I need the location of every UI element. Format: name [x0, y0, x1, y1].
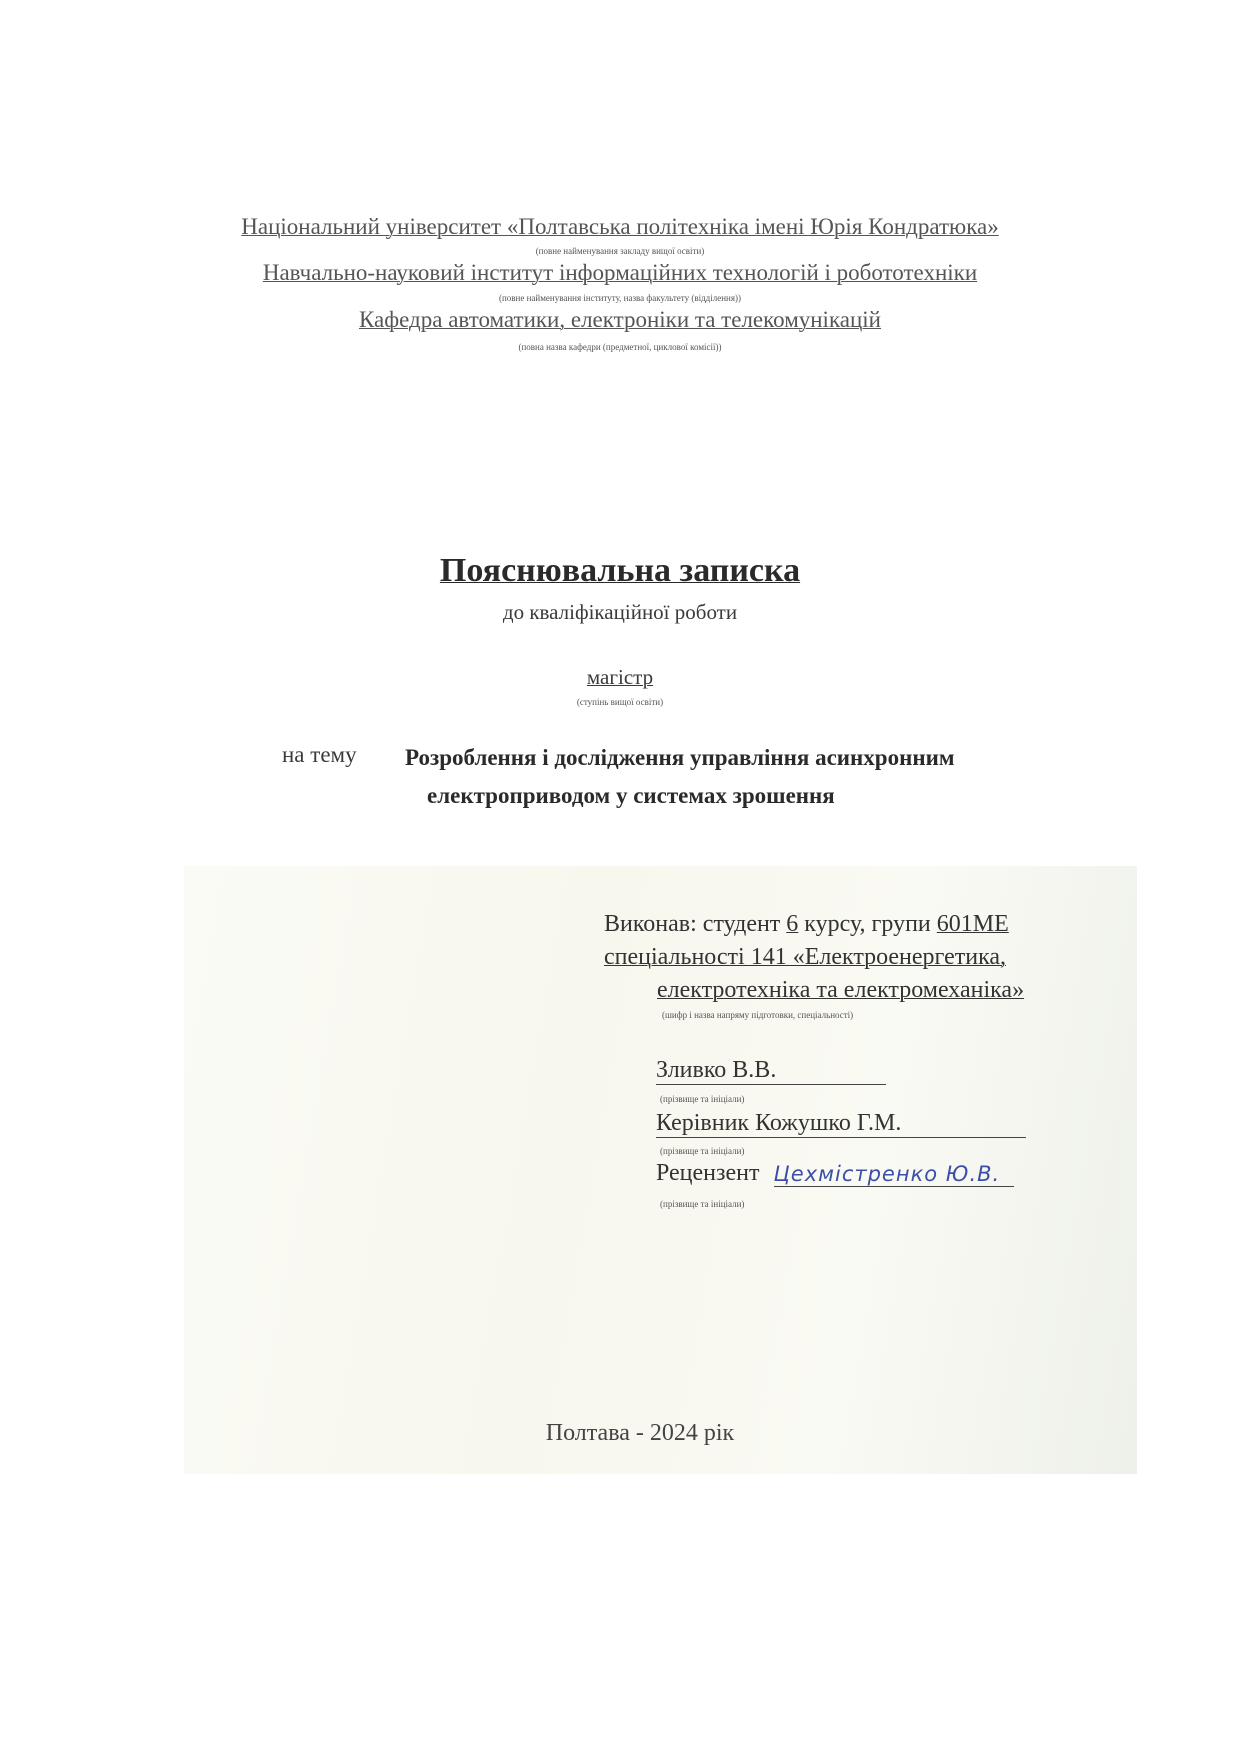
supervisor-caption: (прізвище та ініціали) — [660, 1146, 745, 1156]
topic-line-2: електроприводом у системах зрошення — [427, 783, 835, 808]
specialty-line-1: спеціальності 141 «Електроенергетика, — [604, 944, 1007, 970]
reviewer-signature-name: Цехмістренко Ю.В. — [774, 1162, 1014, 1187]
document-subtitle: до кваліфікаційної роботи — [502, 600, 738, 624]
degree-caption: (ступінь вищої освіти) — [576, 697, 664, 707]
author-prefix: Виконав: студент — [604, 911, 787, 937]
group-code: 601МЕ — [936, 911, 1009, 937]
supervisor-name: Керівник Кожушко Г.М. — [656, 1110, 1026, 1138]
department-name: Кафедра автоматики, електроніки та телекомунікацій — [358, 307, 881, 332]
student-name: Зливко В.В. — [656, 1057, 886, 1085]
university-name: Національний університет «Полтавська політехніка імені Юрія Кондратюка» — [241, 214, 999, 239]
institute-caption: (повне найменування інституту, назва факультету (відділення)) — [498, 293, 741, 303]
topic-label: на тему — [282, 742, 357, 767]
author-mid: курсу, групи — [798, 911, 937, 937]
reviewer-caption: (прізвище та ініціали) — [660, 1199, 745, 1209]
university-caption: (повне найменування закладу вищої освіти) — [535, 246, 705, 256]
reviewer-label: Рецензент — [656, 1160, 760, 1186]
course-number: 6 — [786, 911, 799, 937]
topic-line-1: Розроблення і дослідження управління асинхронним — [405, 745, 955, 770]
institute-name: Навчально-науковий інститут інформаційних технологій і робототехніки — [262, 260, 978, 285]
specialty-line-2: електротехніка та електромеханіка» — [657, 977, 1025, 1003]
city-year: Полтава - 2024 рік — [545, 1420, 735, 1446]
department-caption: (повна назва кафедри (предметної, циклової комісії)) — [518, 342, 722, 352]
document-title: Пояснювальна записка — [439, 552, 801, 589]
author-line-1 — [604, 911, 1009, 938]
degree: магістр — [586, 665, 654, 689]
specialty-caption: (шифр і назва напряму підготовки, спеціальності) — [662, 1010, 854, 1020]
student-name-caption: (прізвище та ініціали) — [660, 1094, 745, 1104]
